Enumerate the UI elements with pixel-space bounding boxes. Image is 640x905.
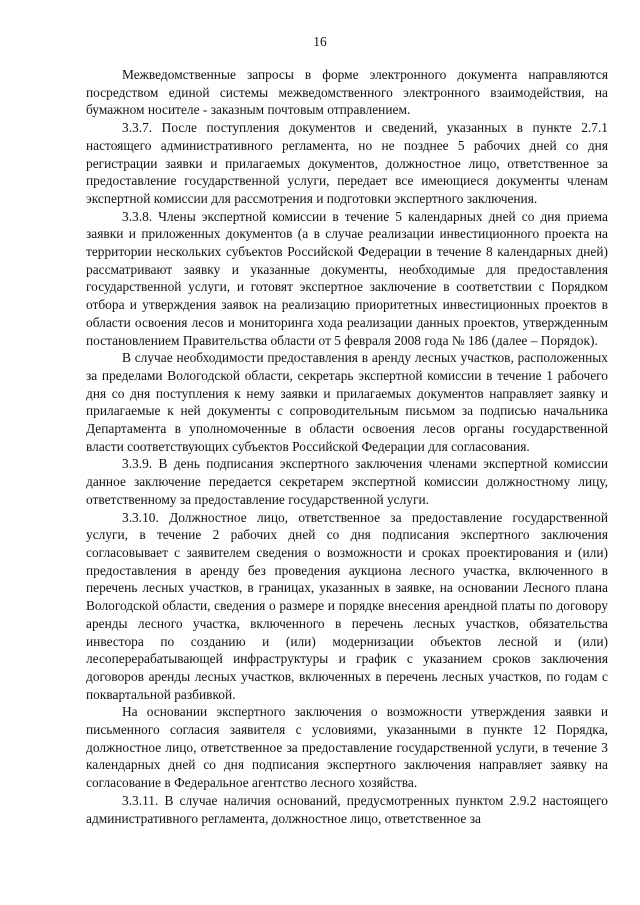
paragraph-3-3-8: 3.3.8. Члены экспертной комиссии в течение 5 календарных дней со дня приема заявки и приложенных документов (а в случае реализации инвестиционного проекта на территории нескольких субъектов Российской Федерации в течение 8 календарных дней) рассматривают заявку и указанные документы, необходимые для предоставления государственной услуги, и готовят экспертное заключение в соответствии с Порядком отбора и утверждения заявок на реализацию приоритетных инвестиционных проектов в области освоения лесов и мониторинга хода реализации данных проектов, утвержденным постановлением Правительства области от 5 февраля 2008 года № 186 (далее – Порядок). <box>86 208 608 348</box>
paragraph-3-3-10: 3.3.10. Должностное лицо, ответственное за предоставление государственной услуги, в течение 2 рабочих дней со дня подписания экспертного заключения согласовывает с заявителем сведения о возможности и сроках проектирования и (или) предоставления в аренду без проведения аукциона лесного участка, включенного в перечень лесных участков, в границах, указанных в заявке, на основании Лесного плана Вологодской области, сведения о размере и порядке внесения арендной платы по договору аренды лесного участка, включенного в перечень лесных участков, обязательства инвестора по созданию и (или) модернизации объектов лесной и (или) лесоперерабатывающей инфраструктуры и график с указанием сроков заключения договоров аренды лесных участков, включенных в перечень лесных участков, по годам с поквартальной разбивкой. <box>86 509 608 702</box>
paragraph-3-3-11: 3.3.11. В случае наличия оснований, предусмотренных пунктом 2.9.2 настоящего административного регламента, должностное лицо, ответственное за <box>86 792 608 826</box>
page-number: 16 <box>313 34 327 49</box>
paragraph-outside-region-lease: В случае необходимости предоставления в аренду лесных участков, расположенных за пределами Вологодской области, секретарь экспертной комиссии в течение 1 рабочего дня со дня поступления к нему заявки и прилагаемых документов направляет заявку и прилагаемые к ней документы с сопроводительным письмом за подписью начальника Департамента в уполномоченные в области освоения лесов органы государственной власти соответствующих субъектов Российской Федерации для согласования. <box>86 350 608 454</box>
document-body <box>86 66 608 827</box>
paragraph-expert-conclusion-basis: На основании экспертного заключения о возможности утверждения заявки и письменного согласия заявителя с условиями, указанными в пункте 12 Порядка, должностное лицо, ответственное за предоставление государственной услуги, в течение 3 календарных дней со дня подписания экспертного заключения направляет заявку на согласование в Федеральное агентство лесного хозяйства. <box>86 704 608 791</box>
paragraph-3-3-9: 3.3.9. В день подписания экспертного заключения членами экспертной комиссии данное заключение передается секретарем экспертной комиссии должностному лицу, ответственному за предоставление государственной услуги. <box>86 456 608 507</box>
paragraph-interagency-requests: Межведомственные запросы в форме электронного документа направляются посредством единой системы межведомственного электронного взаимодействия, на бумажном носителе - заказным почтовым отправлением. <box>86 67 608 118</box>
paragraph-3-3-7: 3.3.7. После поступления документов и сведений, указанных в пункте 2.7.1 настоящего административного регламента, но не позднее 5 рабочих дней со дня регистрации заявки и прилагаемых документов, должностное лицо, ответственное за предоставление государственной услуги, передает все имеющиеся документы членам экспертной комиссии для рассмотрения и подготовки экспертного заключения. <box>86 120 608 206</box>
